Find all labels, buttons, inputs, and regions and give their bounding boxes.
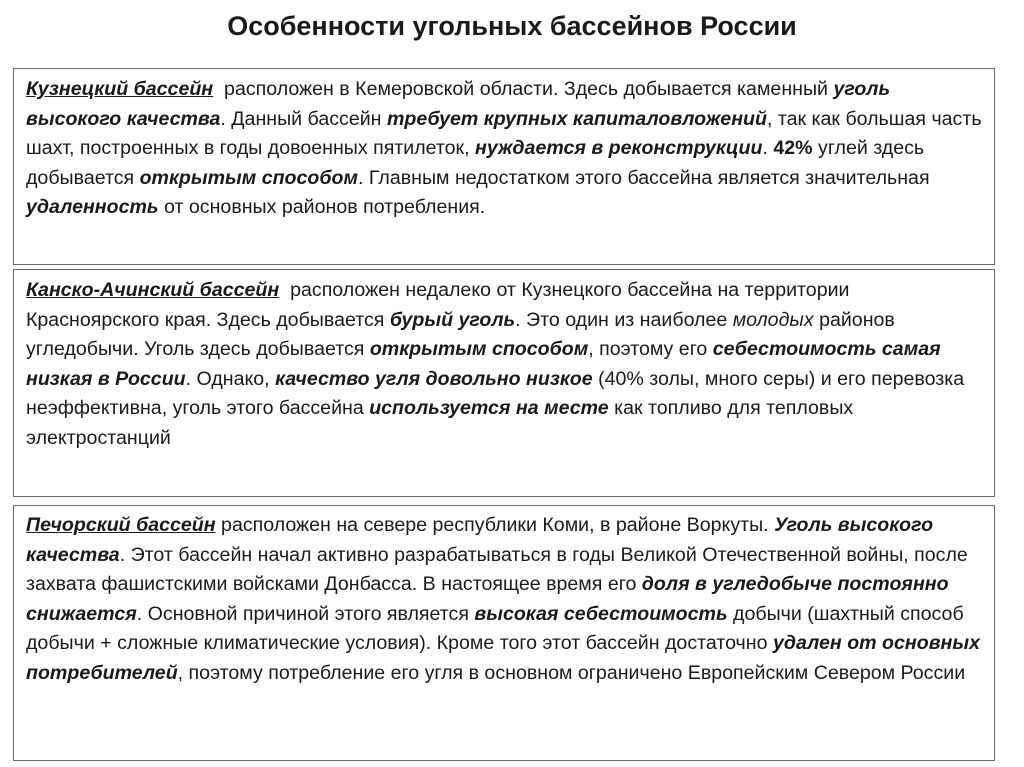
emphasis-text: Уголь высокого качества xyxy=(26,514,939,566)
section-kansk-achinsk-basin xyxy=(13,269,995,497)
emphasis-text: 42% xyxy=(773,137,813,159)
body-text: как топливо для тепловых электростанций xyxy=(26,397,859,449)
body-text: , поэтому его xyxy=(588,338,713,360)
emphasis-text: удаленность xyxy=(26,196,159,218)
body-text: . Однако, xyxy=(185,367,276,390)
body-text: . Это один из наиболее xyxy=(515,308,733,331)
body-text: . xyxy=(762,137,774,159)
emphasis-text: бурый уголь xyxy=(389,308,516,331)
emphasis-text: качество угля довольно низкое xyxy=(275,367,593,390)
body-text: , так как большая часть шахт, построенных в годы довоенных пятилеток, xyxy=(26,107,987,159)
emphasis-text: нуждается в реконструкции xyxy=(475,137,763,159)
body-text: . Главным недостатком этого бассейна является значительная xyxy=(358,166,936,189)
emphasis-text: себестоимость самая низкая в России xyxy=(26,338,947,390)
body-text: , поэтому потребление его угля в основном ограничено Европейским Севером России xyxy=(177,661,966,684)
section-heading: Печорский бассейн xyxy=(26,514,216,536)
body-text: расположен недалеко от Кузнецкого бассейна на территории Красноярского края. Здесь добывается xyxy=(26,279,855,331)
emphasis-text: открытым способом xyxy=(139,166,358,189)
body-text: добычи (шахтный способ добычи + сложные климатические условия). Кроме того этот бассейн достаточно xyxy=(26,602,970,654)
body-text: . Основной причиной этого является xyxy=(136,602,475,625)
section-heading: Кузнецкий бассейн xyxy=(26,78,214,100)
emphasis-text: молодых xyxy=(732,308,814,331)
body-text: от основных районов потребления. xyxy=(158,196,486,218)
emphasis-text: открытым способом xyxy=(369,338,589,360)
section-pechora-basin xyxy=(13,505,995,761)
emphasis-text: уголь высокого качества xyxy=(26,78,896,130)
body-text: . Данный бассейн xyxy=(220,107,387,130)
section-heading: Канско-Ачинский бассейн xyxy=(26,279,280,301)
body-text: расположен в Кемеровской области. Здесь добывается каменный xyxy=(213,78,834,100)
emphasis-text: доля в угледобыче постоянно снижается xyxy=(26,573,955,625)
body-text: районов угледобычи. Уголь здесь добывается xyxy=(26,308,901,360)
body-text: расположен на севере республики Коми, в районе Воркуты. xyxy=(215,514,775,536)
page-title: Особенности угольных бассейнов России xyxy=(227,11,797,41)
body-text: . Этот бассейн начал активно разрабатываться в годы Великой Отечественной войны, после захвата фашистскими войсками Донбасса. В настоящее время его xyxy=(26,543,974,595)
section-kuznetsk-basin xyxy=(13,68,995,265)
emphasis-text: используется на месте xyxy=(369,397,609,419)
emphasis-text: требует крупных капиталовложений xyxy=(386,107,767,130)
emphasis-text: удален от основных потребителей xyxy=(26,632,986,684)
body-text: (40% золы, много серы) и его перевозка неэффективна, уголь этого бассейна xyxy=(26,367,970,419)
body-text: углей здесь добывается xyxy=(26,137,930,189)
emphasis-text: высокая себестоимость xyxy=(474,602,728,625)
